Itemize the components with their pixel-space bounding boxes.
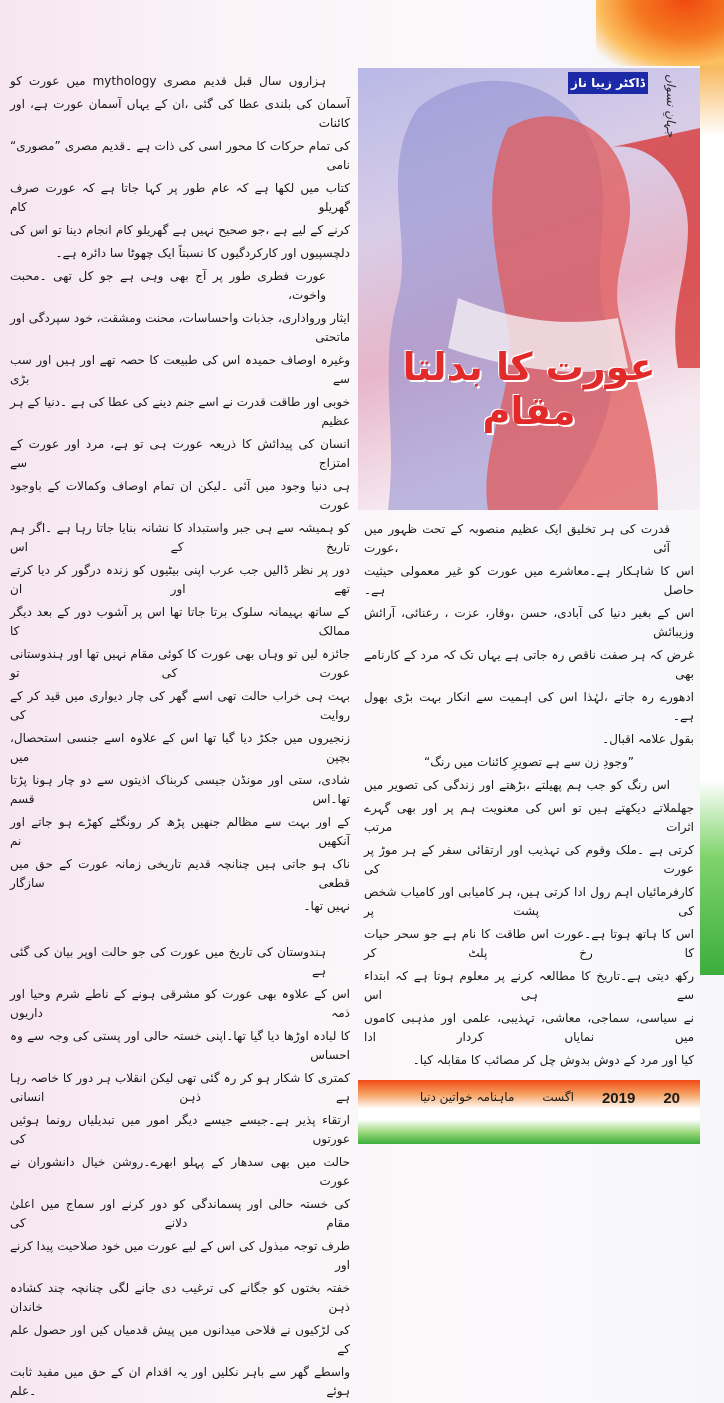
text-line: ہندوستان کی تاریخ میں عورت کی جو حالت اوپر بیان کی گئی ہے (10, 945, 326, 978)
text-line: وغیرہ اوصاف حمیدہ اس کی طبیعت کا حصہ تھے اور ہیں اور سب سے بڑی (10, 353, 350, 386)
text-line: ایثار ورواداری، جذبات واحساسات، محنت ومشقت، خود سپردگی اور ماتحتی (10, 311, 350, 344)
text-line (10, 918, 350, 941)
text-line: کارفرمائیاں اہم رول ادا کرتی ہیں، ہر کامیابی اور کامیاب شخص کی پشت پر (364, 885, 694, 918)
text-line: جائزہ لیں تو وہاں بھی عورت کا کوئی مقام نہیں تھا اور ہندوستانی عورت کی تو (10, 647, 350, 680)
text-line: نہیں تھا۔ (303, 899, 350, 913)
text-line: واسطے گھر سے باہر نکلیں اور یہ اقدام ان کے حق میں مفید ثابت ہوئے ۔علم (10, 1365, 350, 1398)
text-line: آسمان کی بلندی عطا کی گئی ،ان کے یہاں آسمان عورت ہے، اور کائنات (10, 97, 350, 130)
text-line: دور پر نظر ڈالیں جب عرب اپنی بیٹیوں کو زندہ درگور کر دیا کرتے تھے اور ان (10, 563, 350, 596)
right-column-text (364, 518, 694, 1072)
text-line: رکھ دیتی ہے۔تاریخ کا مطالعہ کرنے پر معلوم ہوتا ہے کہ ابتداء سے ہی اس (364, 969, 694, 1002)
text-line: کرنے کے لیے ہے ،جو صحیح نہیں ہے گھریلو کام انجام دینا تو اس کی (10, 223, 350, 237)
author-badge: ڈاکٹر زیبا ناز (568, 72, 648, 94)
text-line: خفتہ بختوں کو جگانے کی ترغیب دی جانے لگی چنانچہ چند کشادہ ذہن خاندان (10, 1281, 350, 1314)
page-number: 20 (663, 1090, 680, 1107)
page-footer (358, 1080, 700, 1144)
article-illustration (358, 68, 700, 510)
text-line: بہت ہی خراب حالت تھی اسے گھر کی چار دیواری میں قید کر کے روایت کی (10, 689, 350, 722)
section-label: جہانِ نسواں (664, 74, 678, 138)
text-line: بقول علامہ اقبال۔ (602, 732, 694, 746)
text-line: ادھورے رہ جاتے ،لہٰذا اس کی اہمیت سے انکار بہت بڑی بھول ہے۔ (364, 690, 694, 723)
text-line: اس کے علاوہ بھی عورت کو مشرقی ہونے کے ناطے شرم وحیا اور ذمہ داریوں (10, 987, 350, 1020)
right-side (358, 68, 700, 1144)
text-line: شادی، ستی اور مونڈن جیسی کربناک اذیتوں سے دو چار ہونا پڑتا تھا۔اس قسم (10, 773, 350, 806)
text-line: کی لڑکیوں نے فلاحی میدانوں میں پیش قدمیاں کیں اور حصول علم کے (10, 1323, 350, 1356)
text-line: طرف توجہ مبذول کی اس کے لیے عورت میں خود صلاحیت پیدا کرنے اور (10, 1239, 350, 1272)
tricolor-edge-decoration (700, 0, 724, 975)
text-line: کو ہمیشہ سے ہی جبر واستبداد کا نشانہ بنایا جاتا رہا ہے ۔اگر ہم تاریخ کے اس (10, 521, 350, 554)
text-line: کی خستہ حالی اور پسماندگی کو دور کرنے اور سماج میں اعلیٰ مقام دلانے کی (10, 1197, 350, 1230)
issue-year: 2019 (601, 1090, 636, 1107)
text-line: کمتری کا شکار ہو کر رہ گئی تھی لیکن انقلاب ہر دور کا خاصہ رہا ہے ذہن انسانی (10, 1071, 350, 1104)
text-line: ”وجودِ زن سے ہے تصویرِ کائنات میں رنگ“ (424, 755, 634, 769)
text-line: اس کے بغیر دنیا کی آبادی، حسن ،وقار، عزت ، رعنائی، آرائش وزیبائش (364, 606, 694, 639)
text-line: خوبی اور طاقت قدرت نے اسے جنم دینے کی عطا کی ہے ۔دنیا کے ہر عظیم (10, 395, 350, 428)
text-line: اس کا شاہکار ہے۔معاشرے میں عورت کو غیر معمولی حیثیت حاصل ہے۔ (364, 564, 694, 597)
text-line: قدرت کی ہر تخلیق ایک عظیم منصوبہ کے تحت ظہور میں آئی ،عورت (364, 522, 670, 555)
women-profiles-artwork (358, 68, 700, 510)
text-line: ارتقاء پذیر ہے۔جیسے جیسے دیگر امور میں تبدیلیاں رونما ہوئیں عورتوں کی (10, 1113, 350, 1146)
text-line: کتاب میں لکھا ہے کہ عام طور پر کہا جاتا ہے کہ عورت صرف گھریلو کام (10, 181, 350, 214)
text-line: کی تمام حرکات کا محور اسی کی ذات ہے ۔قدیم مصری ”مصوری“ نامی (10, 139, 350, 172)
text-line: اس رنگ کو جب ہم پھیلتے ،بڑھتے اور زندگی کی تصویر میں (364, 778, 670, 792)
left-column-text (10, 70, 350, 1403)
text-line: زنجیروں میں جکڑ دیا گیا تھا اس کے علاوہ اسے جنسی استحصال، بچپن میں (10, 731, 350, 764)
text-line: انسان کی پیدائش کا ذریعہ عورت ہی تو ہے، مرد اور عورت کے امتزاج سے (10, 437, 350, 470)
text-line: ہزاروں سال قبل قدیم مصری mythology میں عورت کو (10, 74, 326, 88)
text-line: کیا اور مرد کے دوش بدوش چل کر مصائب کا مقابلہ کیا۔ (412, 1053, 694, 1067)
text-line: کے اور بہت سے مظالم جنھیں پڑھ کر رونگٹے کھڑے ہو جاتے اور آنکھیں نم (10, 815, 350, 848)
text-line: نے سیاسی، سماجی، معاشی، تہذیبی، علمی اور مذہبی کاموں میں نمایاں کردار ادا (364, 1011, 694, 1044)
text-line: حالت میں بھی سدھار کے پہلو ابھرے۔روشن خیال دانشوران نے عورت (10, 1155, 350, 1188)
text-line: ناک ہو جاتی ہیں چنانچہ قدیم تاریخی زمانہ عورت کے حق میں قطعی سازگار (10, 857, 350, 890)
text-line: غرض کہ ہر صفت ناقص رہ جاتی ہے یہاں تک کہ مرد کے کارنامے بھی (364, 648, 694, 681)
text-line: جھلملاتے دیکھتے ہیں تو اس کی معنویت ہم پر اور بھی گہرے اثرات مرتب (364, 801, 694, 834)
text-line: ہی دنیا وجود میں آئی ۔لیکن ان تمام اوصاف وکمالات کے باوجود عورت (10, 479, 350, 512)
text-line: دلچسپیوں اور کارکردگیوں کا نسبتاً ایک چھوٹا سا دائرہ ہے۔ (55, 246, 350, 260)
issue-month: اگست (542, 1090, 574, 1104)
text-line: کے ساتھ بہیمانہ سلوک برتا جاتا تھا اس پر آشوب دور کے بعد دیگر ممالک کا (10, 605, 350, 638)
text-line: کرتی ہے ۔ملک وقوم کی تہذیب اور ارتقائی سفر کے ہر موڑ پر عورت کی (364, 843, 694, 876)
text-line: عورت فطری طور پر آج بھی وہی ہے جو کل تھی ۔محبت واخوت، (10, 269, 326, 302)
article-title: عورت کا بدلتا مقام (402, 345, 656, 433)
publication-name: ماہنامہ خواتین دنیا (419, 1090, 515, 1104)
text-line: اس کا ہاتھ ہوتا ہے۔عورت اس طاقت کا نام ہے جو سحر حیات کا رخ پلٹ کر (364, 927, 694, 960)
corner-decoration (596, 0, 724, 66)
text-line: کا لبادہ اوڑھا دیا گیا تھا۔اپنی خستہ حالی اور پستی کی وجہ سے وہ احساس (10, 1029, 350, 1062)
